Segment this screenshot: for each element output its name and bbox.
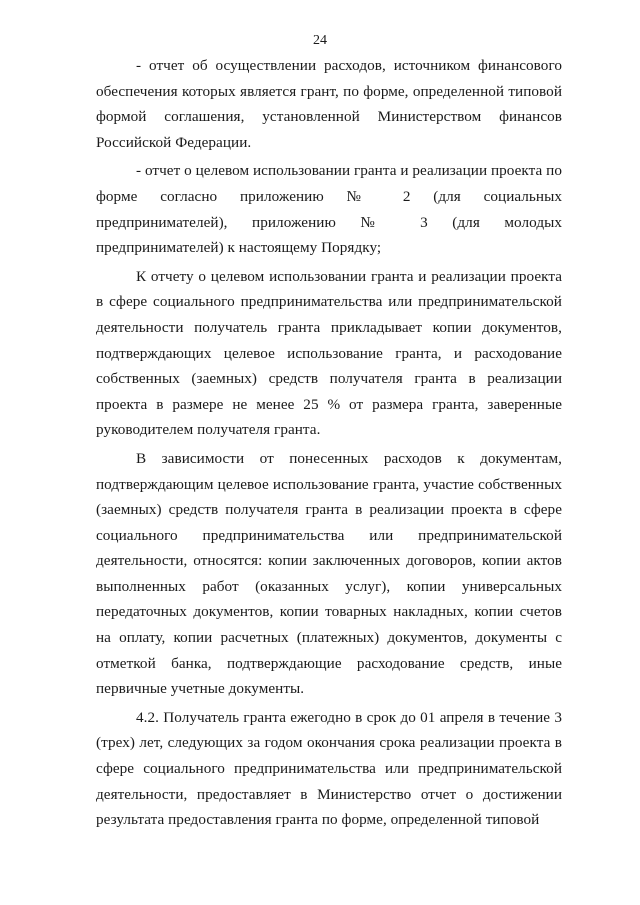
paragraph-report-attachments: К отчету о целевом использовании гранта и реализации проекта в сфере социального предпринимательства или предпринимательской деятельности получатель гранта прикладывает копии документов, подтверждающих целевое использование гранта, и расходование собственных (заемных) средств получателя гранта в реализации проекта в размере не менее 25 % от размера гранта, заверенные руководителем получателя гранта. — [96, 267, 562, 439]
document-body — [96, 53, 562, 833]
page-number: 24 — [313, 33, 327, 48]
paragraph-expense-report-item: - отчет об осуществлении расходов, источником финансового обеспечения которых является грант, по форме, определенной типовой формой соглашения, установленной Министерством финансов Российской Федерации. — [96, 57, 562, 151]
paragraph-section-4-2: 4.2. Получатель гранта ежегодно в срок до 01 апреля в течение 3 (трех) лет, следующих за годом окончания срока реализации проекта в сфере социального предпринимательства или предпринимательской деятельности, предоставляет в Министерство отчет о достижении результата предоставления гранта по форме, определенной типовой — [96, 708, 562, 829]
paragraph-supporting-documents: В зависимости от понесенных расходов к документам, подтверждающим целевое использование гранта, участие собственных (заемных) средств получателя гранта в реализации проекта в сфере социального предпринимательства или предпринимательской деятельности, относятся: копии заключенных договоров, копии актов выполненных работ (оказанных услуг), копии универсальных передаточных документов, копии товарных накладных, копии счетов на оплату, копии расчетных (платежных) документов, документы с отметкой банка, подтверждающие расходование средств, иные первичные учетные документы. — [96, 449, 562, 698]
paragraph-targeted-use-report-item: - отчет о целевом использовании гранта и реализации проекта по форме согласно приложению № 2 (для социальных предпринимателей), приложению № 3 (для молодых предпринимателей) к настоящему Порядку; — [96, 162, 562, 257]
